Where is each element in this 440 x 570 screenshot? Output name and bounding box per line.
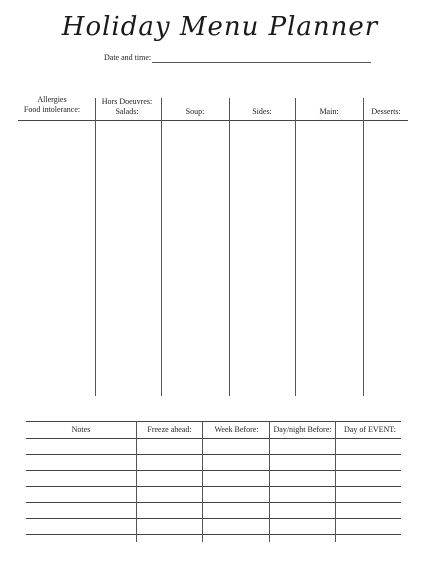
column-header-sides xyxy=(230,107,294,117)
column-header-allergies xyxy=(18,95,86,115)
planning-table-column-divider xyxy=(269,421,270,542)
planning-table-row-rule xyxy=(26,518,401,519)
menu-column-divider xyxy=(95,98,96,396)
page-title: Holiday Menu Planner xyxy=(61,12,379,42)
planning-table-column-divider xyxy=(335,421,336,542)
column-header-desserts xyxy=(364,107,408,117)
menu-column-divider xyxy=(229,98,230,396)
planning-table-column-divider xyxy=(136,421,137,542)
menu-column-divider xyxy=(295,98,296,396)
column-header-line1: Allergies xyxy=(37,95,67,104)
planning-table-row-rule xyxy=(26,502,401,503)
planning-table-row-rule xyxy=(26,470,401,471)
column-header-line1: Hors Doeuvres: xyxy=(101,97,153,106)
date-time-label: Date and time: xyxy=(104,53,152,62)
planning-table-top-rule xyxy=(26,421,401,422)
column-header-line2: Soup: xyxy=(185,107,205,116)
planning-table-row-rule xyxy=(26,438,401,439)
planning-table-row-rule xyxy=(26,454,401,455)
column-header-line2: Salads: xyxy=(115,107,139,116)
planning-table-row-rule xyxy=(26,534,401,535)
column-header-hors-doeuvres xyxy=(96,97,158,117)
table-header-week-before: Week Before: xyxy=(214,425,259,434)
table-header-freeze-ahead: Freeze ahead: xyxy=(147,425,192,434)
column-header-line2: Food intolerance: xyxy=(23,105,81,114)
column-header-line2: Main: xyxy=(319,107,339,116)
date-time-line[interactable] xyxy=(152,62,371,63)
planning-table-column-divider xyxy=(202,421,203,542)
menu-header-rule xyxy=(18,120,408,121)
column-header-main xyxy=(296,107,362,117)
menu-column-divider xyxy=(363,98,364,396)
column-header-soup xyxy=(162,107,228,117)
menu-column-divider xyxy=(161,98,162,396)
table-header-day-of-event: Day of EVENT: xyxy=(343,425,397,434)
column-header-line2: Sides: xyxy=(252,107,272,116)
table-header-day-night-before: Day/night Before: xyxy=(273,425,332,434)
column-header-line2: Desserts: xyxy=(371,107,401,116)
planning-table-row-rule xyxy=(26,486,401,487)
table-header-notes: Notes xyxy=(71,425,91,434)
